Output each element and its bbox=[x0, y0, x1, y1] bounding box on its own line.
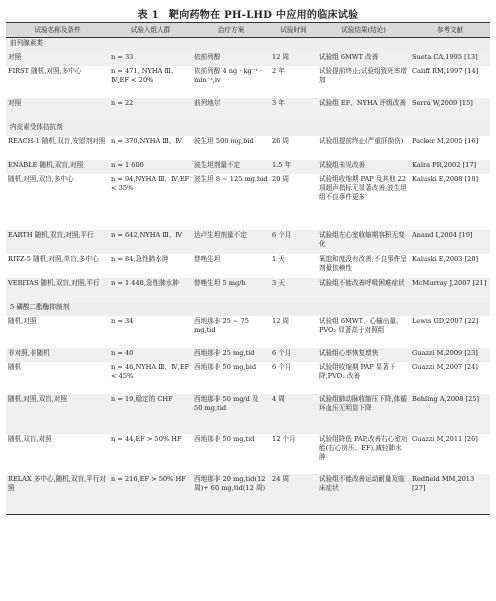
population-cell: n = 216,EF > 50% HF bbox=[109, 474, 192, 515]
table-row bbox=[6, 474, 490, 515]
treatment-cell: 依前列醇 bbox=[192, 52, 270, 66]
section-title: 内皮素受体拮抗剂 bbox=[6, 122, 490, 136]
population-cell: n = 33 bbox=[109, 52, 192, 66]
reference-cell: Kaluski E,2008 [18] bbox=[412, 175, 479, 183]
header-results: 试验结果(结论) bbox=[317, 23, 410, 38]
table-body bbox=[6, 38, 490, 515]
table-row bbox=[6, 278, 490, 302]
duration-cell: 1.5 年 bbox=[270, 160, 317, 174]
table-row bbox=[6, 136, 490, 160]
duration-cell: 12 个月 bbox=[272, 435, 296, 443]
table-number: 表 1 bbox=[137, 10, 159, 21]
reference-cell: Guazzi M,2007 [24] bbox=[412, 363, 478, 371]
treatment-cell: 依前列醇 4 ng · kg⁻¹ · min⁻¹,iv bbox=[194, 67, 263, 84]
results-cell: 试验组 EF、NYHA 评级改善 bbox=[317, 98, 410, 122]
population-cell: n = 471, NYHA Ⅲ、Ⅳ,EF < 20% bbox=[111, 67, 178, 84]
reference-cell: Serra W,2009 [15] bbox=[410, 98, 490, 122]
reference-cell: Lewis GD,2007 [22] bbox=[412, 317, 479, 325]
trial-name-cell: VERITAS 随机,双盲,对照,平行 bbox=[6, 278, 109, 302]
reference-cell: Califf RM,1997 [14] bbox=[412, 67, 479, 75]
duration-cell: 1 天 bbox=[272, 255, 285, 263]
table-row bbox=[6, 316, 490, 348]
clinical-trials-table bbox=[6, 22, 490, 515]
population-cell: n = 46,NYHA Ⅲ、Ⅳ,EF < 45% bbox=[111, 363, 190, 380]
table-header-row bbox=[6, 23, 490, 38]
trial-name-cell: EARTH 随机,双盲,对照,平行 bbox=[6, 230, 109, 254]
header-population: 试验入组人群 bbox=[109, 23, 192, 38]
header-duration: 试验时间 bbox=[270, 23, 317, 38]
table-row bbox=[6, 348, 490, 362]
section-title: 5 磷酸二酯酶抑制剂 bbox=[6, 302, 490, 316]
results-cell: 试验组降低 PAP,改善右心室功能(右心房压、EF),减轻肺水肿 bbox=[319, 435, 408, 461]
trial-name-cell: 非对照,非随机 bbox=[6, 348, 109, 362]
reference-cell: Guazzi M,2009 [23] bbox=[410, 348, 490, 362]
trial-name-cell: 随机,双盲,对照 bbox=[8, 435, 52, 443]
section-title: 前列腺素类 bbox=[6, 38, 490, 53]
duration-cell: 6 个月 bbox=[272, 363, 292, 371]
duration-cell: 26 周 bbox=[272, 137, 290, 145]
population-cell: n = 1 448,急性肺水肿 bbox=[109, 278, 192, 302]
population-cell: n = 1 600 bbox=[109, 160, 192, 174]
reference-cell: Behling A,2008 [25] bbox=[410, 394, 490, 434]
reference-cell: Redfield MM,2013 [27] bbox=[410, 474, 490, 515]
reference-cell: Anand I,2004 [19] bbox=[410, 230, 490, 254]
trial-name-cell: REACH-1 随机,双盲,安慰剂对照 bbox=[8, 137, 106, 145]
duration-cell: 6 个月 bbox=[270, 230, 317, 254]
trial-name-cell: 对照 bbox=[6, 98, 109, 122]
results-cell: 试验组不能改善呼吸困难症状 bbox=[317, 278, 410, 302]
treatment-cell: 达卢生坦剂量不定 bbox=[192, 230, 270, 254]
section-row bbox=[6, 122, 490, 136]
table-row bbox=[6, 362, 490, 394]
treatment-cell: 波生坦 8 ~ 125 mg,bid bbox=[194, 175, 268, 183]
section-row bbox=[6, 302, 490, 316]
table-row bbox=[6, 230, 490, 254]
table-row bbox=[6, 254, 490, 278]
population-cell: n = 34 bbox=[111, 317, 134, 325]
trial-name-cell: ENABLE 随机,双盲,对照 bbox=[6, 160, 109, 174]
table-row bbox=[6, 160, 490, 174]
results-cell: 试验提前终止;试验组致死率增加 bbox=[319, 67, 407, 84]
population-cell: n = 22 bbox=[109, 98, 192, 122]
results-cell: 试验组未见改善 bbox=[317, 160, 410, 174]
header-trial-name: 试验名称及条件 bbox=[6, 23, 109, 38]
table-title: 靶向药物在 PH-LHD 中应用的临床试验 bbox=[168, 10, 359, 21]
population-cell: n = 370,NYHA Ⅲ、Ⅳ bbox=[111, 137, 182, 145]
trial-name-cell: 对照 bbox=[6, 52, 109, 66]
results-cell: 试验组 6MWT 改善 bbox=[317, 52, 410, 66]
duration-cell: 12 周 bbox=[272, 317, 290, 325]
duration-cell: 20 周 bbox=[272, 175, 290, 183]
treatment-cell: 西地那非 25 mg,tid bbox=[192, 348, 270, 362]
treatment-cell: 替唑生坦 bbox=[194, 255, 221, 263]
table-row bbox=[6, 394, 490, 434]
results-cell: 试验组提前终止(严重肝损伤) bbox=[319, 137, 404, 145]
results-cell: 试验组肺动脉收缩压下降,体循环血压无明显下降 bbox=[317, 394, 410, 434]
treatment-cell: 西地那非 50 mg,tid bbox=[194, 435, 255, 443]
population-cell: n = 19,稳定的 CHF bbox=[109, 394, 192, 434]
trial-name-cell: RITZ-5 随机,对照,单盲,多中心 bbox=[8, 255, 99, 263]
header-treatment: 治疗方案 bbox=[192, 23, 270, 38]
table-row bbox=[6, 98, 490, 122]
table-row bbox=[6, 174, 490, 230]
treatment-cell: 前列地尔 bbox=[192, 98, 270, 122]
trial-name-cell: 随机,对照,双盲,多中心 bbox=[8, 175, 74, 183]
duration-cell: 2 年 bbox=[272, 67, 285, 75]
duration-cell: 3 天 bbox=[270, 278, 317, 302]
results-cell: 试验组收缩期 PAP 及其他 22 项超声指标无显著改善,波生坦组不良事件更多 bbox=[319, 175, 407, 201]
population-cell: n = 642,NYHA Ⅲ、Ⅳ bbox=[109, 230, 192, 254]
treatment-cell: 西地那非 50 mg/d 及 50 mg,tid bbox=[192, 394, 270, 434]
results-cell: 试验组 6MWT、心输出量、PVO₂ 显著高于对照组 bbox=[319, 317, 403, 334]
table-caption bbox=[0, 6, 496, 21]
table-row bbox=[6, 66, 490, 98]
reference-cell: Packer M,2005 [16] bbox=[412, 137, 479, 145]
results-cell: 氧饱和度没有改善,不良事件呈剂量依赖性 bbox=[319, 255, 407, 272]
header-references: 参考文献 bbox=[410, 23, 490, 38]
duration-cell: 4 周 bbox=[270, 394, 317, 434]
treatment-cell: 西地那非 20 mg,tid(12 周)+ 60 mg,tid(12 周) bbox=[192, 474, 270, 515]
trial-name-cell: 随机 bbox=[8, 363, 22, 371]
trial-name-cell: RELAX 多中心,随机,双盲,平行对照 bbox=[6, 474, 109, 515]
population-cell: n = 94,NYHA Ⅲ、Ⅳ,EF < 35% bbox=[111, 175, 190, 192]
treatment-cell: 替唑生坦 5 mg/h bbox=[192, 278, 270, 302]
population-cell: n = 40 bbox=[109, 348, 192, 362]
reference-cell: Kalra PR,2002 [17] bbox=[410, 160, 490, 174]
reference-cell: Kaluski E,2003 [20] bbox=[412, 255, 479, 263]
reference-cell: Guazzi M,2011 [26] bbox=[412, 435, 478, 443]
treatment-cell: 西地那非 50 mg,bid bbox=[194, 363, 257, 371]
table-row bbox=[6, 52, 490, 66]
treatment-cell: 西地那非 25 ~ 75 mg,tid bbox=[194, 317, 249, 334]
population-cell: n = 44,EF > 50% HF bbox=[111, 435, 182, 443]
duration-cell: 24 周 bbox=[270, 474, 317, 515]
duration-cell: 12 周 bbox=[270, 52, 317, 66]
results-cell: 试验组收缩期 PAP 显著下降,PVO₂ 改善 bbox=[319, 363, 396, 380]
duration-cell: 3 年 bbox=[270, 98, 317, 122]
treatment-cell: 波生坦剂量不定 bbox=[192, 160, 270, 174]
results-cell: 试验组心率恢复增快 bbox=[317, 348, 410, 362]
trial-name-cell: 随机,对照,双盲,对照 bbox=[6, 394, 109, 434]
population-cell: n = 84,急性肺水肿 bbox=[111, 255, 169, 263]
section-row bbox=[6, 38, 490, 53]
reference-cell: Sueta CA,1995 [13] bbox=[410, 52, 490, 66]
duration-cell: 6 个月 bbox=[270, 348, 317, 362]
treatment-cell: 波生坦 500 mg,bid bbox=[194, 137, 254, 145]
reference-cell: McMurray J,2007 [21] bbox=[410, 278, 490, 302]
trial-name-cell: 随机,对照 bbox=[8, 317, 37, 325]
table-row bbox=[6, 434, 490, 474]
results-cell: 试验组不能改善运动耐量及临床症状 bbox=[317, 474, 410, 515]
trial-name-cell: FIRST 随机,对照,多中心 bbox=[8, 67, 82, 75]
results-cell: 试验组左心室收缩期容积无变化 bbox=[317, 230, 410, 254]
